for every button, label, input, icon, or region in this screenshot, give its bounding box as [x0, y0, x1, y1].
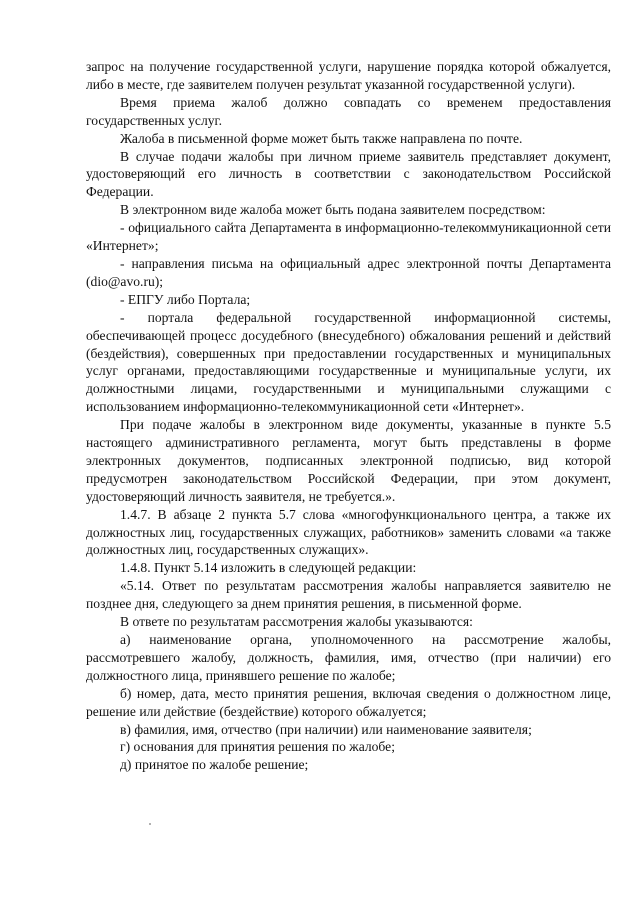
paragraph-continuation: запрос на получение государственной услуги, нарушение порядка которой обжалуется, либо в месте, где заявителем получен результат указанной государственной услуги). [86, 59, 611, 92]
list-item-federal-portal: - портала федеральной государственной информационной системы, обеспечивающей процесс досудебного (внесудебного) обжалования решений и действий (бездействия), совершенных при предоставлении государственных и муниципальных услуг органами, предоставляющими государственные и муниципальные услуги, их должностными лицами, государственными и муниципальными служащими с использованием информационно-телекоммуникационной сети «Интернет». [86, 309, 611, 415]
list-item-b: б) номер, дата, место принятия решения, включая сведения о должностном лице, решение или действие (бездействие) которого обжалуется; [86, 685, 611, 719]
list-item-d: д) принятое по жалобе решение; [120, 757, 309, 773]
paragraph-1-4-7: 1.4.7. В абзаце 2 пункта 5.7 слова «многофункционального центра, а также их должностных лиц, государственных служащих, работников» заменить словами «а также должностных лиц, государственных служащих». [86, 506, 611, 558]
list-item-epgu: - ЕПГУ либо Портала; [120, 291, 251, 307]
list-item-email: - направления письма на официальный адрес электронной почты Департамента (dio@avo.ru); [86, 255, 611, 289]
paragraph-5-14: «5.14. Ответ по результатам рассмотрения жалобы направляется заявителю не позднее дня, следующего за днем принятия решения, в письменной форме. [86, 578, 611, 612]
list-item-g: г) основания для принятия решения по жалобе; [120, 739, 395, 755]
paragraph-1-4-8: 1.4.8. Пункт 5.14 изложить в следующей редакции: [120, 560, 417, 576]
list-item-v: в) фамилия, имя, отчество (при наличии) или наименование заявителя; [120, 721, 532, 737]
paragraph-personal-reception: В случае подачи жалобы при личном приеме заявитель представляет документ, удостоверяющий его личность в соответствии с законодательством Российской Федерации. [86, 148, 611, 200]
paragraph-electronic-intro: В электронном виде жалоба может быть подана заявителем посредством: [120, 202, 546, 218]
paragraph-reception-time: Время приема жалоб должно совпадать со временем предоставления государственных услуг. [86, 94, 611, 128]
scan-speck [149, 823, 151, 825]
list-item-a: а) наименование органа, уполномоченного на рассмотрение жалобы, рассмотревшего жалобу, должность, фамилия, имя, отчество (при наличии) его должностного лица, принявшего решение по жалобе; [86, 632, 611, 683]
paragraph-electronic-documents: При подаче жалобы в электронном виде документы, указанные в пункте 5.5 настоящего административного регламента, могут быть представлены в форме электронных документов, подписанных электронной подписью, вид которой предусмотрен законодательством Российской Федерации, при этом документ, удостоверяющий личность заявителя, не требуется.». [86, 417, 611, 504]
list-item-official-site: - официального сайта Департамента в информационно-телекоммуникационной сети «Интернет»; [86, 220, 611, 254]
paragraph-postal-complaint: Жалоба в письменной форме может быть также направлена по почте. [120, 130, 523, 146]
document-page [86, 58, 611, 774]
paragraph-answer-contents: В ответе по результатам рассмотрения жалобы указываются: [120, 614, 473, 630]
